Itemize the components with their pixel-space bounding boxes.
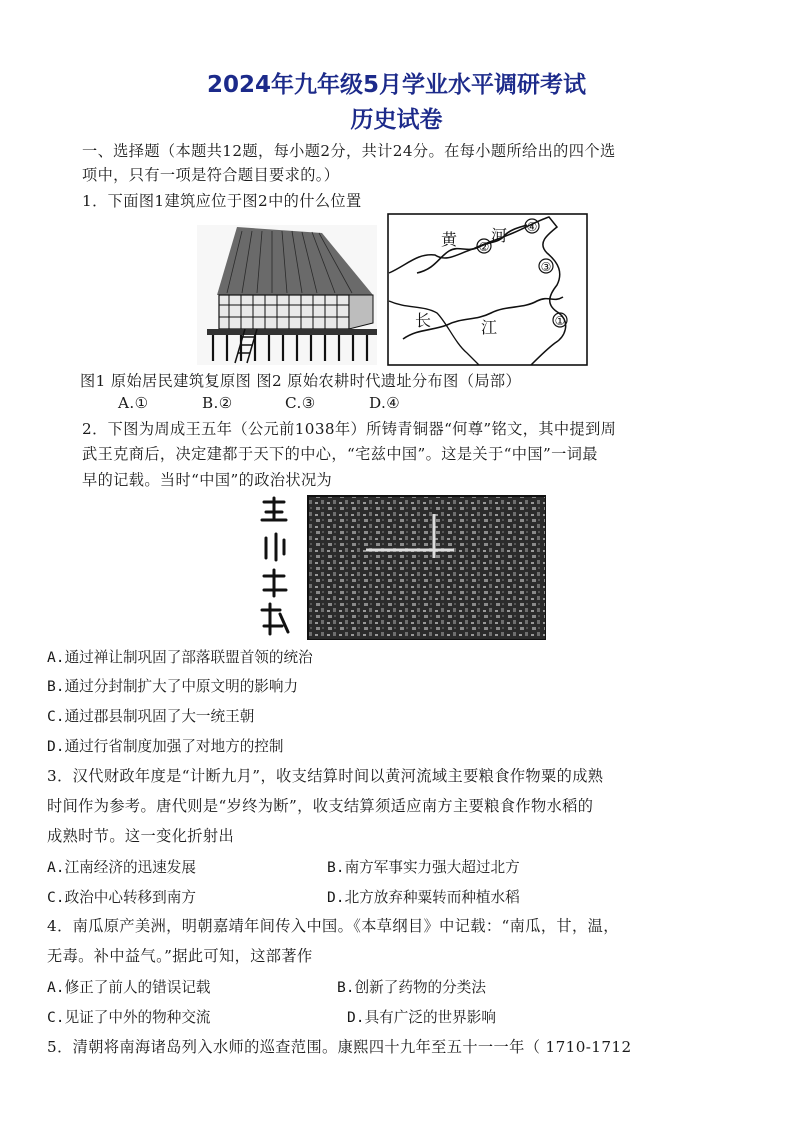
- question4-option-d: D.具有广泛的世界影响: [347, 1009, 496, 1026]
- question4-line1: 4．南瓜原产美洲，明朝嘉靖年间传入中国。《本草纲目》中记载：“南瓜，甘，温，: [47, 917, 619, 935]
- question2-option-d: D.通过行省制度加强了对地方的控制: [47, 738, 284, 755]
- question1-stem: 1．下面图1建筑应位于图2中的什么位置: [82, 192, 362, 210]
- question4-option-b: B.创新了药物的分类法: [337, 979, 486, 996]
- question2-line2: 武王克商后，决定建都于天下的中心，“宅兹中国”。这是关于“中国”一词最: [82, 445, 598, 463]
- question1-option-b: B.②: [202, 394, 233, 412]
- question2-line3: 早的记载。当时“中国”的政治状况为: [82, 471, 333, 489]
- question3-option-b: B.南方军事实力强大超过北方: [327, 859, 520, 876]
- question1-option-a: A.①: [118, 394, 149, 412]
- he-zun-inscription-rubbing-image: [254, 494, 546, 640]
- exam-subtitle: 历史试卷: [350, 107, 443, 133]
- exam-title: 2024年九年级5月学业水平调研考试: [206, 72, 587, 98]
- section-instructions-line1: 一、选择题（本题共12题，每小题2分，共计24分。在每小题所给出的四个选: [82, 142, 616, 160]
- question1-option-c: C.③: [285, 394, 316, 412]
- question3-line3: 成熟时节。这一变化折射出: [47, 827, 235, 845]
- map-label-yangtze-1: 长: [414, 311, 432, 330]
- question3-line1: 3．汉代财政年度是“计断九月”，收支结算时间以黄河流域主要粮食作物粟的成熟: [47, 767, 604, 785]
- figure1-stilt-house-image: [197, 225, 377, 365]
- question4-line2: 无毒。补中益气。”据此可知，这部著作: [47, 947, 313, 965]
- question4-option-a: A.修正了前人的错误记载: [47, 979, 211, 996]
- section-instructions-line2: 项中，只有一项是符合题目要求的。）: [82, 166, 340, 184]
- map-label-yellow-1: 黄: [440, 230, 458, 249]
- map-site-3: ③: [540, 260, 552, 274]
- question1-figure-caption: 图1 原始居民建筑复原图 图2 原始农耕时代遗址分布图（局部）: [80, 372, 522, 390]
- map-site-4: ④: [526, 220, 538, 234]
- question3-line2: 时间作为参考。唐代则是“岁终为断”，收支结算须适应南方主要粮食作物水稻的: [47, 797, 594, 815]
- question2-option-b: B.通过分封制扩大了中原文明的影响力: [47, 678, 299, 695]
- figure2-site-map: [387, 213, 588, 366]
- question2-line1: 2．下图为周成王五年（公元前1038年）所铸青铜器“何尊”铭文，其中提到周: [82, 420, 617, 438]
- map-label-yellow-2: 河: [490, 226, 508, 245]
- question3-option-a: A.江南经济的迅速发展: [47, 859, 196, 876]
- question2-option-c: C.通过郡县制巩固了大一统王朝: [47, 708, 255, 725]
- map-site-1: ①: [554, 314, 566, 328]
- question3-option-c: C.政治中心转移到南方: [47, 889, 196, 906]
- question3-option-d: D.北方放弃种粟转而种植水稻: [327, 889, 520, 906]
- map-site-2: ②: [478, 240, 490, 254]
- question5-line1: 5．清朝将南海诸岛列入水师的巡查范围。康熙四十九年至五十一一年（ 1710-1712: [47, 1038, 632, 1056]
- map-label-yangtze-2: 江: [480, 318, 498, 337]
- question2-option-a: A.通过禅让制巩固了部落联盟首领的统治: [47, 649, 313, 666]
- question1-option-d: D.④: [369, 394, 401, 412]
- question4-option-c: C.见证了中外的物种交流: [47, 1009, 211, 1026]
